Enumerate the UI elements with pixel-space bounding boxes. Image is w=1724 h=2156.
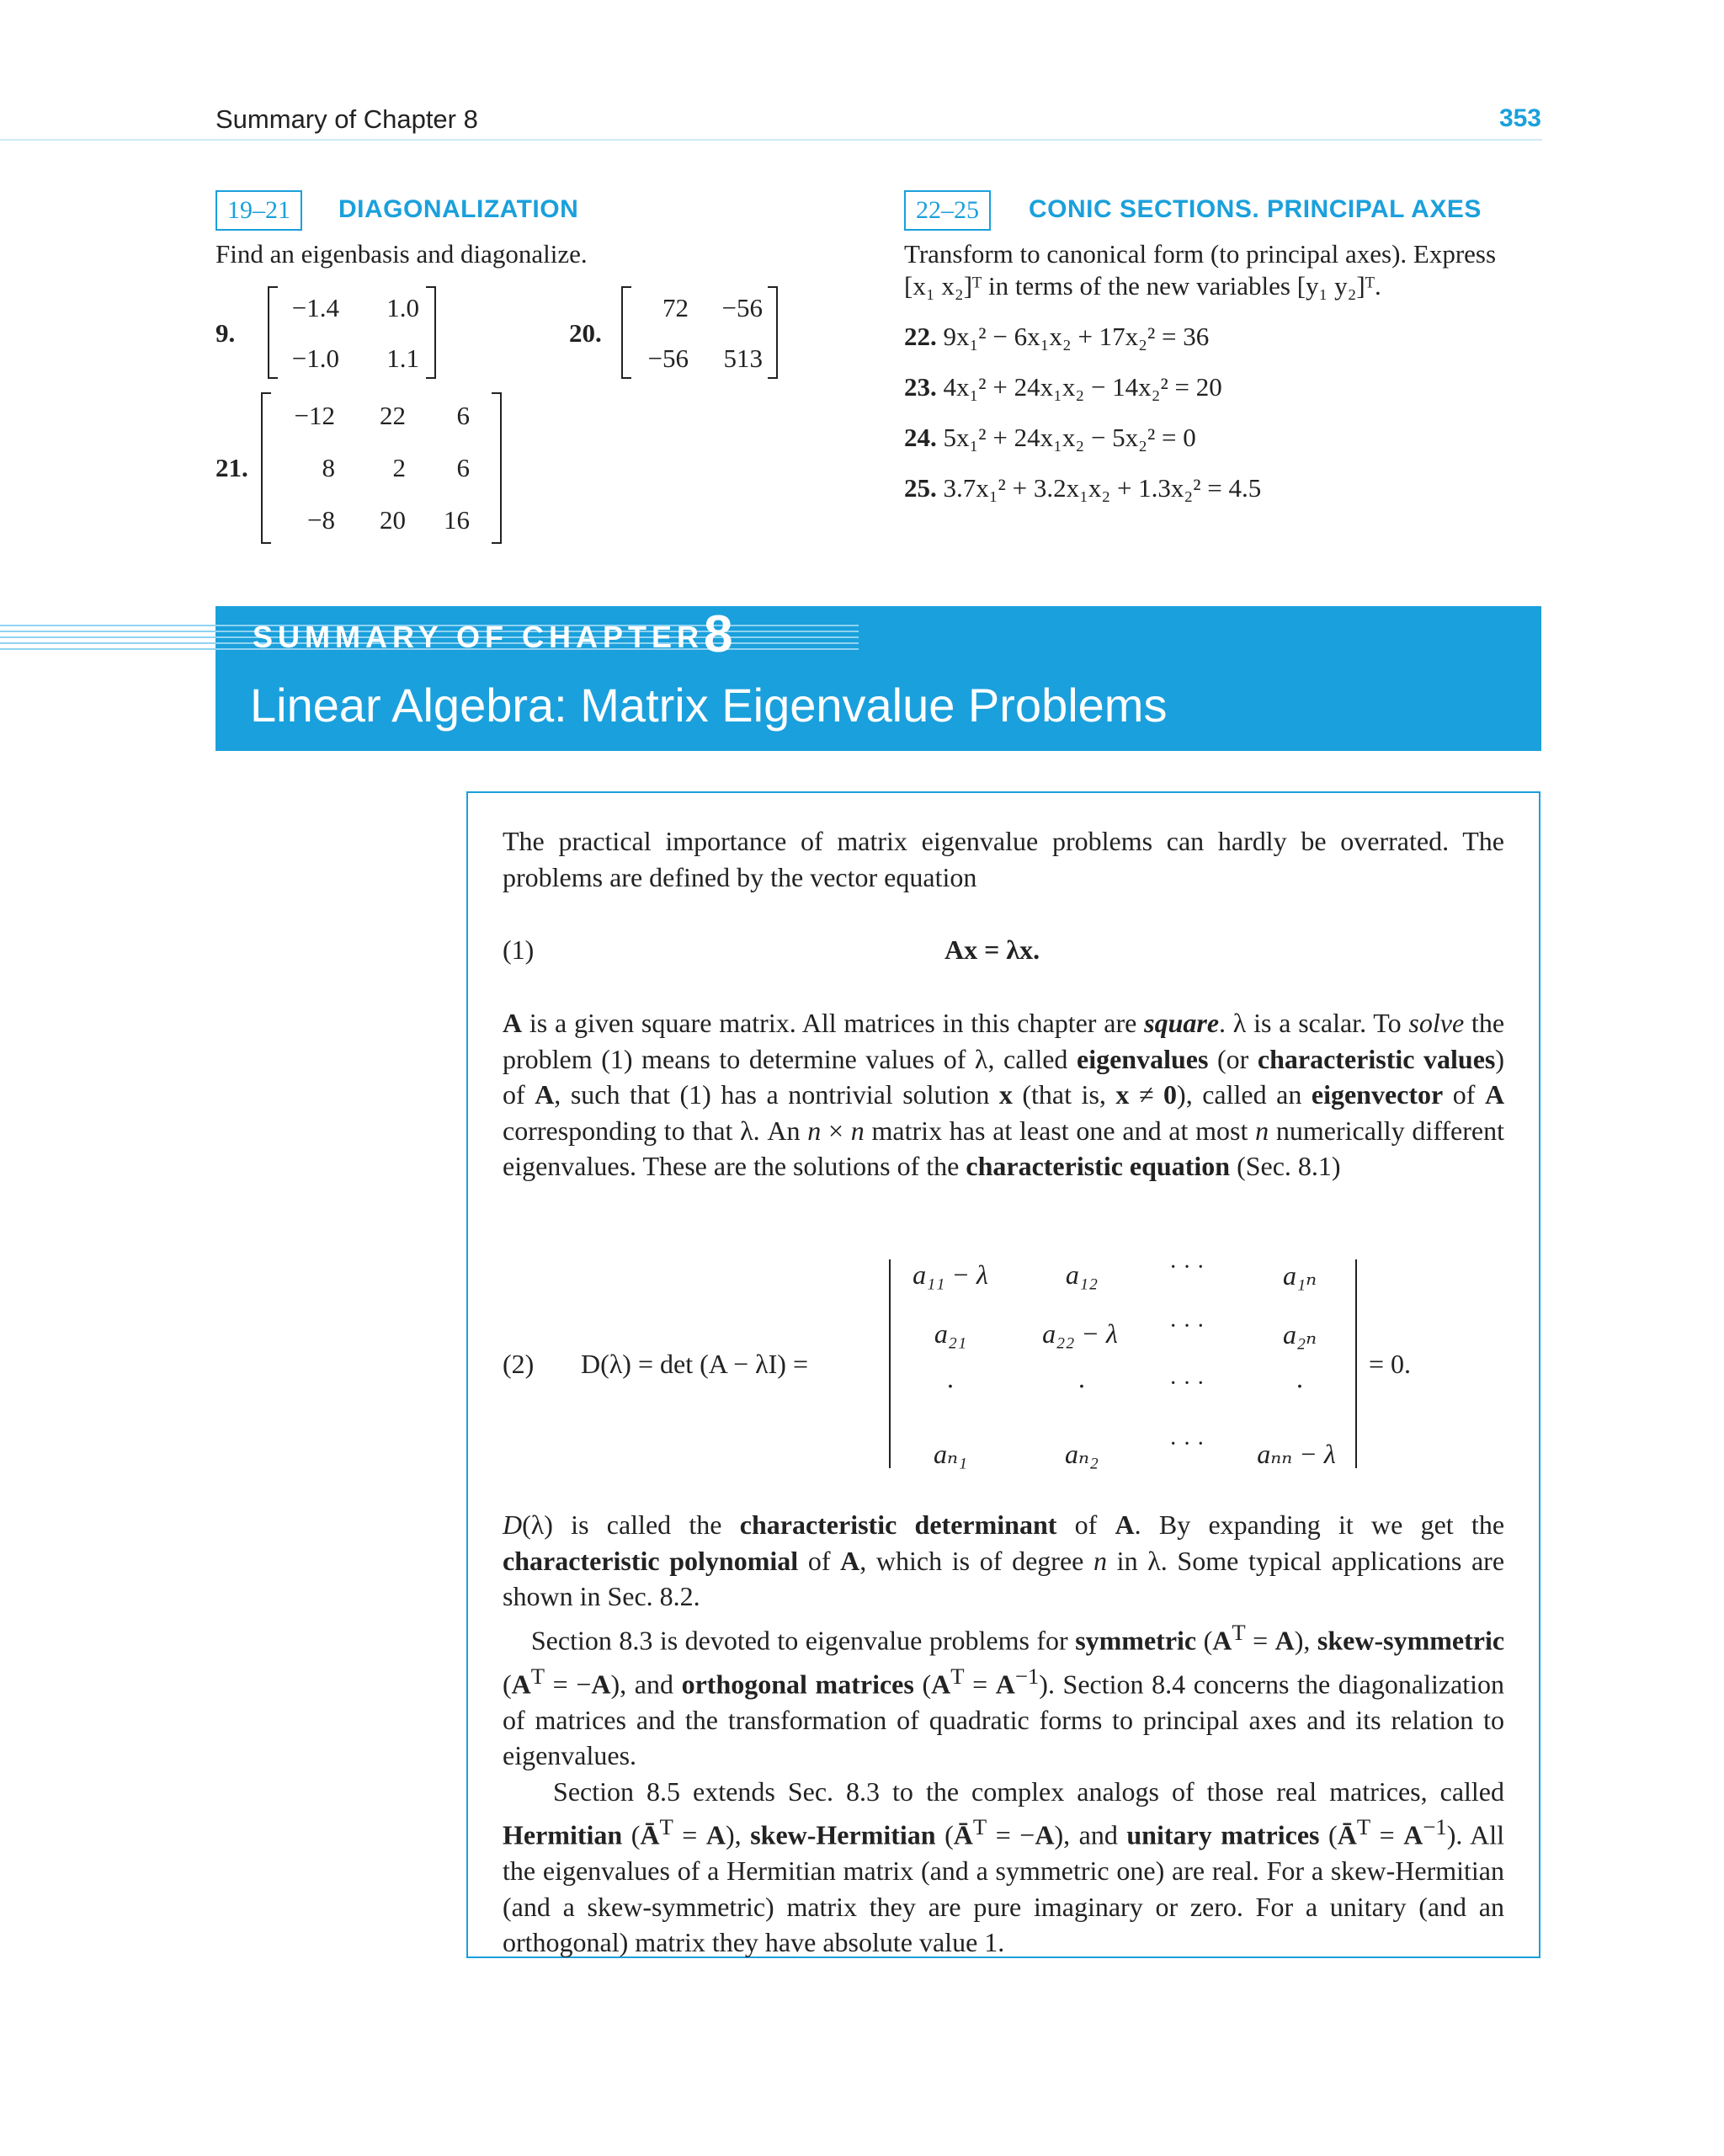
section-range-box: 19–21 bbox=[216, 190, 302, 231]
problem-22 bbox=[904, 322, 1209, 352]
determinant-bar-right bbox=[1355, 1259, 1357, 1468]
banner-title: Linear Algebra: Matrix Eigenvalue Problems bbox=[250, 679, 1168, 732]
det-cell: · bbox=[1295, 1371, 1305, 1401]
det-cell: aₙ₂ bbox=[1064, 1439, 1099, 1469]
det-cell: a₂₁ bbox=[934, 1318, 967, 1349]
matrix-cell: 8 bbox=[322, 453, 335, 482]
section-instruction: [x₁ x₂]ᵀ in terms of the new variables [y₁ y₂]ᵀ. bbox=[904, 271, 1381, 301]
matrix-cell: −56 bbox=[647, 343, 689, 373]
matrix-cell: −12 bbox=[294, 401, 335, 430]
det-cell: a₁₁ − λ bbox=[913, 1259, 988, 1290]
det-cell: · bbox=[1077, 1371, 1087, 1401]
section-instruction: Transform to canonical form (to principal axes). Express bbox=[904, 239, 1497, 269]
problem-equation: 9x₁² − 6x₁x₂ + 17x₂² = 36 bbox=[943, 322, 1210, 351]
eq2-label: (2) bbox=[503, 1349, 535, 1379]
det-cell: a₂ₙ bbox=[1282, 1319, 1317, 1349]
det-cell: · · · bbox=[1169, 1254, 1205, 1280]
header-rule bbox=[0, 139, 1542, 141]
problem-number: 20. bbox=[569, 318, 602, 348]
section-instruction: Find an eigenbasis and diagonalize. bbox=[216, 239, 588, 269]
summary-paragraph-2: A is a given square matrix. All matrices in this chapter are square. λ is a scalar. To solve the problem (1) means to determine values of λ, called eigenvalues (or characteristic values) of A, such that (1) has a nontrivial solution x (that is, x ≠ 0), called an eigenvector of A corresponding to that λ. An n × n matrix has at least one and at most n numerically different eigenvalues. These are the solutions of the characteristic equation (Sec. 8.1) bbox=[503, 1008, 1505, 1181]
problem-equation: 4x₁² + 24x₁x₂ − 14x₂² = 20 bbox=[943, 372, 1222, 402]
matrix-cell: 513 bbox=[723, 343, 763, 373]
summary-intro: The practical importance of matrix eigenvalue problems can hardly be overrated. The problems are defined by the vector equation bbox=[503, 826, 1504, 892]
det-cell: aₙ₁ bbox=[933, 1439, 968, 1469]
matrix-cell: 1.0 bbox=[386, 293, 419, 322]
banner-label: SUMMARY OF CHAPTER bbox=[253, 620, 705, 654]
matrix-cell: −1.4 bbox=[291, 293, 339, 322]
determinant-bar-left bbox=[889, 1259, 891, 1468]
matrix-20 bbox=[621, 286, 778, 379]
problem-number: 24. bbox=[904, 423, 937, 452]
det-cell: a₂₂ − λ bbox=[1042, 1318, 1118, 1349]
matrix-cell: 20 bbox=[380, 505, 406, 535]
problem-equation: 5x₁² + 24x₁x₂ − 5x₂² = 0 bbox=[943, 423, 1196, 452]
eq2-lhs: D(λ) = det (A − λI) = bbox=[581, 1349, 808, 1379]
matrix-cell: −8 bbox=[307, 505, 335, 535]
matrix-cell: 72 bbox=[662, 293, 689, 322]
summary-paragraph-3: D(λ) is called the characteristic determinant of A. By expanding it we get the characteristic polynomial of A, which is of degree n in λ. Some typical applications are shown in Sec. 8.2. Section 8.3 is devoted to eigenvalue problems for symmetric $(A^T = A)$, skew-symmetric $(A^T = -A)$, and orthogonal matrices $(A^T = A^{-1})$. Section 8.4 concerns the diagonalization of matrices and the transformation of quadratic forms to principal axes and its relation to eigenvalues. Section 8.5 extends Sec. 8.3 to the complex analogs of those real matrices, called Hermitian $(Ā^T = A)$, skew-Hermitian $(Ā^T = -A)$, and unitary matrices $(Ā^T = A^{-1})$. All the eigenvalues of a Hermitian matrix (and a symmetric one) are real. For a skew-Hermitian (and a skew-symmetric) matrix they are pure imaginary or zero. For a unitary (and an orthogonal) matrix they have absolute value 1. bbox=[503, 1509, 1505, 1958]
problem-number: 21. bbox=[216, 453, 248, 482]
matrix-21 bbox=[261, 392, 502, 544]
det-cell: · · · bbox=[1169, 1313, 1205, 1339]
det-cell: · · · bbox=[1169, 1371, 1205, 1397]
det-cell: a₁ₙ bbox=[1282, 1260, 1317, 1291]
page-number: 353 bbox=[1498, 104, 1541, 132]
banner-chapter-number: 8 bbox=[704, 605, 733, 663]
problem-23 bbox=[904, 372, 1222, 402]
matrix-cell: 6 bbox=[456, 453, 470, 482]
problem-24 bbox=[904, 423, 1196, 453]
section-title: CONIC SECTIONS. PRINCIPAL AXES bbox=[1029, 195, 1482, 223]
problem-number: 22. bbox=[904, 322, 937, 351]
problem-number: 9. bbox=[216, 318, 236, 348]
matrix-cell: 2 bbox=[392, 453, 406, 482]
det-cell: · bbox=[945, 1371, 955, 1401]
problem-number: 23. bbox=[904, 372, 937, 402]
det-cell: · · · bbox=[1169, 1431, 1205, 1457]
section-range-box: 22–25 bbox=[904, 190, 991, 231]
eq1: Ax = λx. bbox=[944, 934, 1040, 965]
det-cell: aₙₙ − λ bbox=[1257, 1439, 1336, 1469]
matrix-cell: 16 bbox=[444, 505, 470, 535]
det-cell: a₁₂ bbox=[1065, 1259, 1099, 1290]
matrix-cell: −56 bbox=[721, 293, 763, 322]
eq2-rhs: = 0. bbox=[1369, 1349, 1412, 1379]
matrix-cell: −1.0 bbox=[291, 343, 339, 373]
matrix-9 bbox=[268, 286, 436, 379]
eq1-label: (1) bbox=[503, 934, 535, 965]
problem-equation: 3.7x₁² + 3.2x₁x₂ + 1.3x₂² = 4.5 bbox=[943, 473, 1262, 503]
problem-number: 25. bbox=[904, 473, 937, 503]
matrix-cell: 22 bbox=[380, 401, 406, 430]
section-title: DIAGONALIZATION bbox=[338, 195, 579, 223]
matrix-cell: 1.1 bbox=[386, 343, 419, 373]
running-header-title: Summary of Chapter 8 bbox=[216, 104, 478, 134]
matrix-cell: 6 bbox=[456, 401, 470, 430]
problem-25 bbox=[904, 473, 1261, 503]
